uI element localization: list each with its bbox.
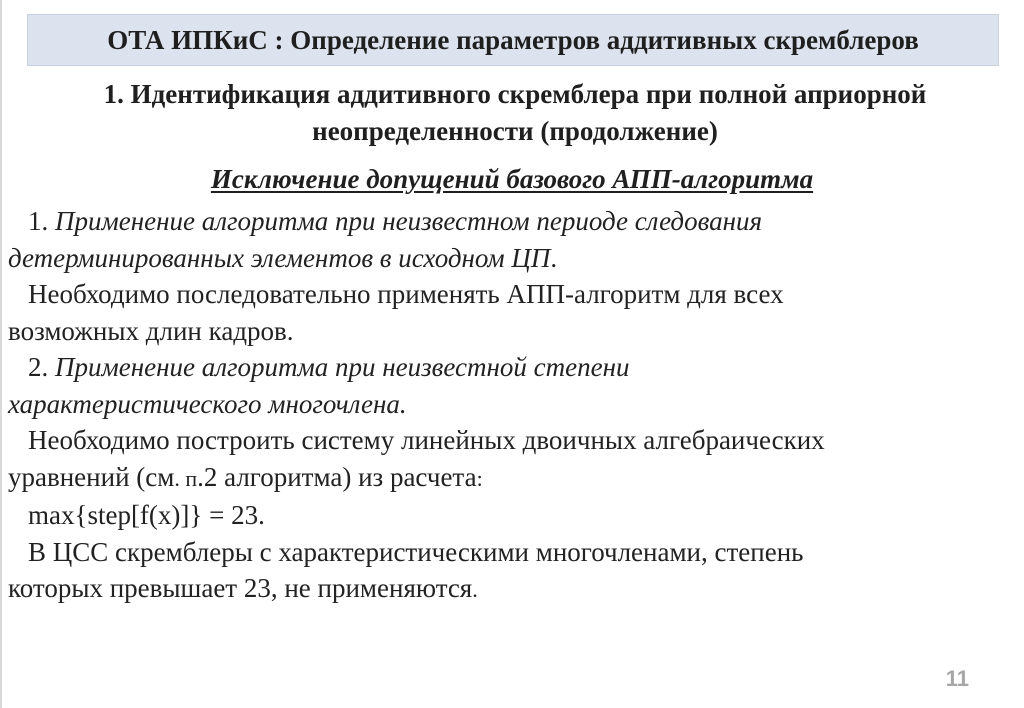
formula: max{step[f(x)]} = 23. bbox=[28, 500, 265, 530]
item-2-note-b-small: . п bbox=[174, 465, 198, 491]
subtitle-line-2: неопределенности (продолжение) bbox=[312, 116, 718, 146]
header-banner bbox=[27, 14, 999, 66]
item-2-note-b-post: .2 алгоритма) из расчета bbox=[197, 461, 477, 492]
body-text bbox=[8, 203, 1014, 609]
page-number: 11 bbox=[945, 666, 969, 691]
item-1-period: . bbox=[550, 242, 558, 273]
item-1-line-b bbox=[8, 240, 1014, 277]
item-2-title-b: характеристического многочлена. bbox=[8, 388, 407, 419]
conclusion-line-a: В ЦСС скремблеры с характеристическими многочленами, степень bbox=[28, 536, 804, 567]
subtitle-line-1: 1. Идентификация аддитивного скремблера при полной априорной bbox=[103, 79, 927, 109]
item-1-note-a: Необходимо последовательно применять АПП-алгоритм для всех bbox=[28, 279, 784, 309]
item-1-line-a bbox=[8, 203, 1014, 240]
item-2-note-b bbox=[8, 459, 1014, 498]
conclusion-text-b: которых превышает 23, не применяются bbox=[8, 573, 473, 603]
slide-left-edge bbox=[0, 0, 2, 708]
conclusion-line-b bbox=[8, 570, 1014, 609]
item-1-number: 1. bbox=[28, 206, 49, 236]
section-heading-text: Исключение допущений базового АПП-алгоритма bbox=[210, 164, 814, 194]
item-2-note-b-pre: уравнений (см bbox=[8, 461, 175, 492]
item-1-title-a: Применение алгоритма при неизвестном периоде следования bbox=[55, 206, 763, 236]
header-title: ОТА ИПКиС : Определение параметров аддитивных скремблеров bbox=[107, 24, 919, 55]
item-1-note-b: возможных длин кадров. bbox=[8, 315, 294, 346]
item-2-number: 2. bbox=[28, 352, 49, 382]
item-2-note-b-colon: : bbox=[476, 465, 483, 491]
item-1-title-b: детерминированных элементов в исходном ЦП bbox=[8, 242, 551, 273]
item-2-title-a: Применение алгоритма при неизвестной степени bbox=[55, 352, 630, 382]
item-2-note-a: Необходимо построить систему линейных двоичных алгебраических bbox=[28, 425, 825, 455]
item-2-line-b bbox=[8, 386, 1014, 423]
slide-subtitle bbox=[20, 76, 1010, 150]
section-heading bbox=[0, 164, 1024, 195]
item-2-line-a bbox=[8, 349, 1014, 386]
conclusion-period: . bbox=[472, 577, 478, 602]
